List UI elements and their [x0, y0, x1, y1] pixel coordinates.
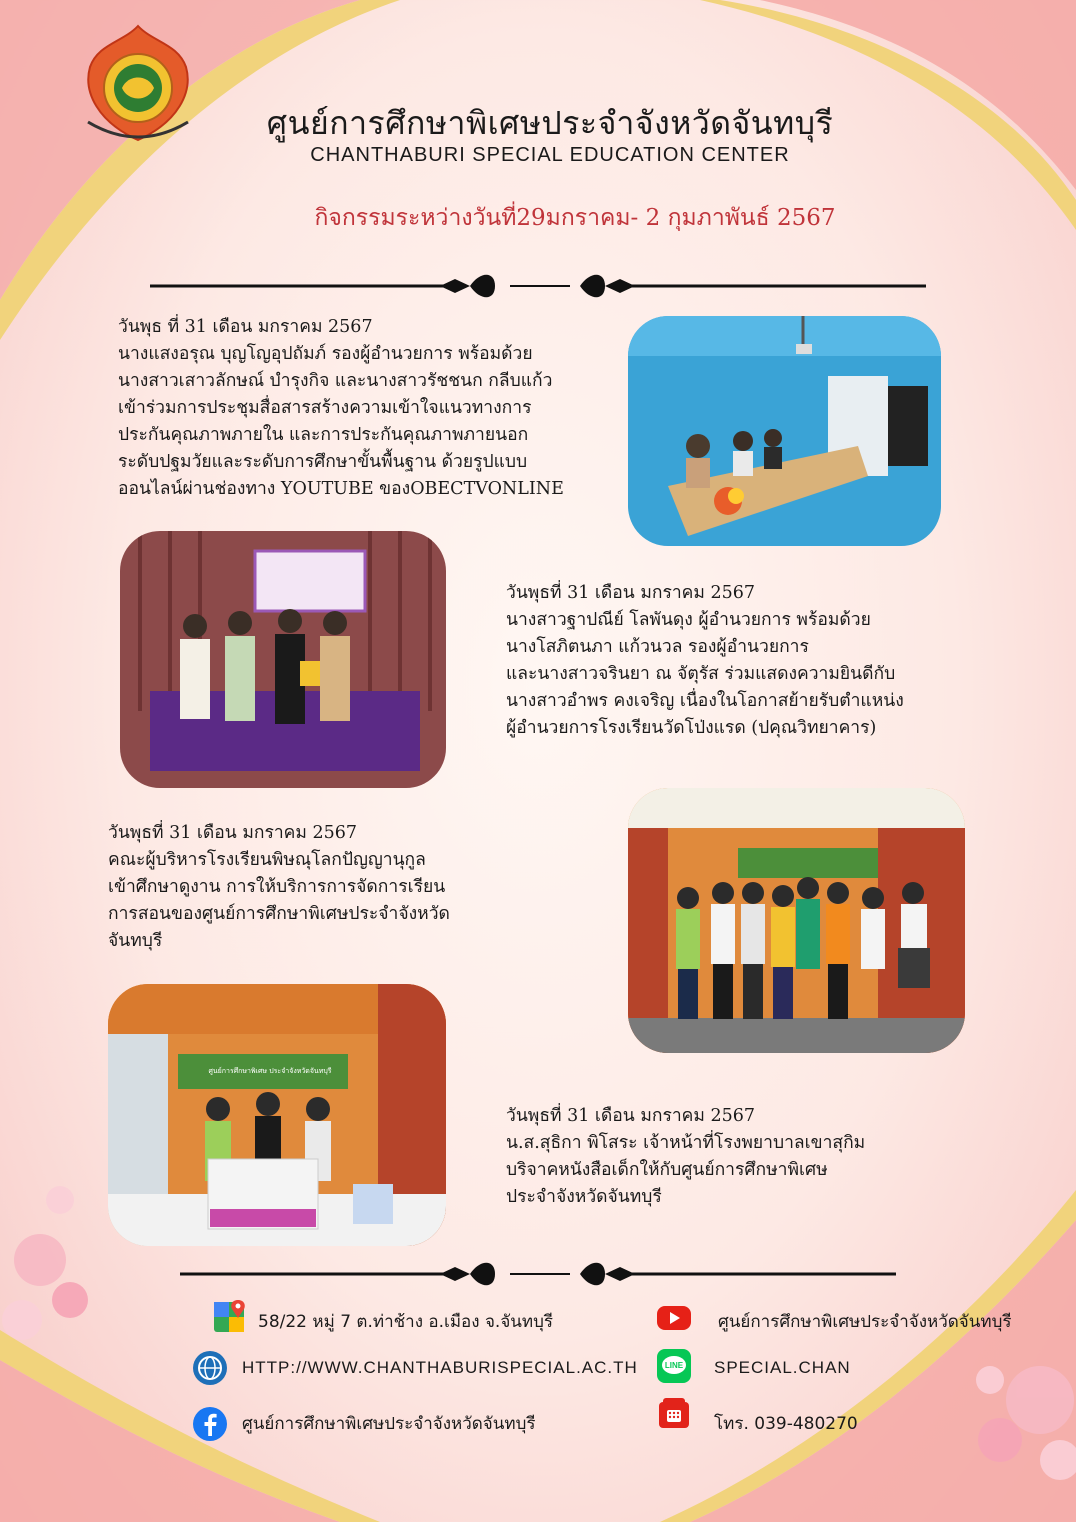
photo-meeting-room: [628, 316, 941, 546]
facebook-page-link[interactable]: ศูนย์การศึกษาพิเศษประจำจังหวัดจันทบุรี: [242, 1414, 536, 1434]
ornament-divider-bottom: [180, 1254, 896, 1294]
line-badge-text: LINE: [664, 1361, 684, 1370]
activity-line: และนางสาวจรินยา ณ จัตุรัส ร่วมแสดงความยินดีกับ: [506, 664, 896, 684]
page-title-english: CHANTHABURI SPECIAL EDUCATION CENTER: [310, 144, 790, 166]
map-pin-icon: [212, 1298, 248, 1334]
activity-1-text: [118, 314, 564, 503]
youtube-channel-link[interactable]: ศูนย์การศึกษาพิเศษประจำจังหวัดจันทบุรี: [718, 1312, 1012, 1332]
activity-line: นางสาวฐาปณีย์ โลพันดุง ผู้อำนวยการ พร้อมด้วย: [506, 610, 871, 630]
page-title-thai: ศูนย์การศึกษาพิเศษประจำจังหวัดจันทบุรี: [266, 104, 834, 142]
activity-line: วันพุธที่ 31 เดือน มกราคม 2567: [108, 823, 358, 843]
activity-date-range: กิจกรรมระหว่างวันที่29มกราคม- 2 กุมภาพันธ์ 2567: [314, 205, 836, 231]
photo-congratulations: [120, 531, 446, 788]
activity-line: วันพุธที่ 31 เดือน มกราคม 2567: [506, 1106, 756, 1126]
facebook-icon[interactable]: [192, 1406, 228, 1442]
activity-line: เข้าศึกษาดูงาน การให้บริการการจัดการเรียน: [108, 877, 446, 897]
activity-line: คณะผู้บริหารโรงเรียนพิษณุโลกปัญญานุกูล: [108, 850, 426, 870]
photo-sign-text: ศูนย์การศึกษาพิเศษ ประจำจังหวัดจันทบุรี: [208, 1067, 332, 1075]
globe-icon: [192, 1350, 228, 1386]
website-link[interactable]: HTTP://WWW.CHANTHABURISPECIAL.AC.TH: [242, 1358, 638, 1377]
activity-line: นางโสภิตนภา แก้วนวล รองผู้อำนวยการ: [506, 637, 809, 657]
activity-4-text: [506, 1103, 865, 1211]
activity-line: ระดับปฐมวัยและระดับการศึกษาขั้นพื้นฐาน ด้วยรูปแบบ: [118, 452, 528, 472]
activity-2-text: [506, 580, 904, 742]
activity-line: นางสาวเสาวลักษณ์ บำรุงกิจ และนางสาวรัชชนก กลีบแก้ว: [118, 371, 553, 391]
activity-line: การสอนของศูนย์การศึกษาพิเศษประจำจังหวัด: [108, 904, 450, 924]
address-text: 58/22 หมู่ 7 ต.ท่าช้าง อ.เมือง จ.จันทบุรี: [258, 1312, 554, 1332]
activity-line: วันพุธ ที่ 31 เดือน มกราคม 2567: [118, 317, 373, 337]
activity-line: นางสาวอำพร คงเจริญ เนื่องในโอกาสย้ายรับตำแหน่ง: [506, 691, 904, 711]
activity-line: น.ส.สุธิกา พิโสระ เจ้าหน้าที่โรงพยาบาลเขาสุกิม: [506, 1133, 866, 1153]
activity-line: จันทบุรี: [108, 931, 163, 951]
activity-line: นางแสงอรุณ บุญโญอุปถัมภ์ รองผู้อำนวยการ พร้อมด้วย: [118, 344, 533, 364]
photo-book-donation: [108, 984, 446, 1246]
activity-line: ประจำจังหวัดจันทบุรี: [506, 1187, 662, 1207]
activity-line: วันพุธที่ 31 เดือน มกราคม 2567: [506, 583, 756, 603]
activity-line: บริจาคหนังสือเด็กให้กับศูนย์การศึกษาพิเศษ: [506, 1160, 828, 1180]
activity-line: ประกันคุณภาพภายใน และการประกันคุณภาพภายนอก: [118, 425, 529, 445]
youtube-icon[interactable]: [656, 1300, 692, 1336]
activity-line: ผู้อำนวยการโรงเรียนวัดโป่งแรด (ปคุณวิทยาคาร): [506, 718, 877, 738]
activity-3-text: [108, 820, 450, 955]
phone-icon: [656, 1396, 692, 1432]
phone-number[interactable]: โทร. 039-480270: [714, 1414, 858, 1434]
activity-line: ออนไลน์ผ่านช่องทาง YOUTUBE ของOBECTVONLINE: [118, 479, 564, 499]
line-id-text[interactable]: SPECIAL.CHAN: [714, 1358, 851, 1377]
photo-study-visit: [628, 788, 965, 1053]
ornament-divider-top: [150, 266, 926, 306]
activity-line: เข้าร่วมการประชุมสื่อสารสร้างความเข้าใจแนวทางการ: [118, 398, 532, 418]
